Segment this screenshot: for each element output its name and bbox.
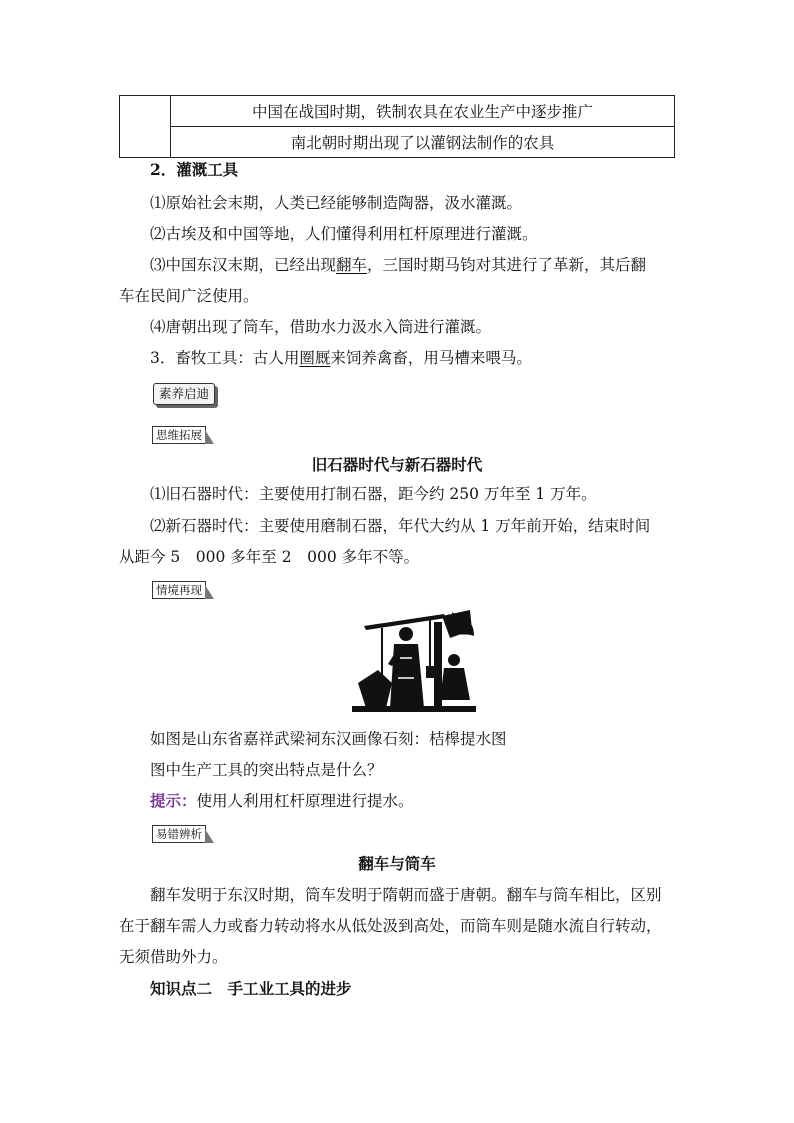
tag-corner-icon [205, 829, 214, 843]
irrigation-item-3-suffix: ，三国时期马钧对其进行了革新，其后翻 [367, 256, 647, 274]
table-row-2: 南北朝时期出现了以灌钢法制作的农具 [171, 127, 675, 158]
irrigation-item-3-line2: 车在民间广泛使用。 [119, 287, 259, 305]
irrigation-item-3-prefix: ⑶中国东汉末期，已经出现 [150, 256, 337, 274]
hint-label: 提示： [150, 791, 197, 810]
scenario-hint [150, 791, 414, 811]
irrigation-item-3 [150, 255, 646, 275]
tag-corner-icon [205, 585, 214, 599]
irrigation-item-3-term: 翻车 [336, 256, 368, 274]
livestock-term: 圈厩 [299, 349, 331, 367]
thinking-line-1: ⑴旧石器时代：主要使用打制石器，距今约 250 万年至 1 万年。 [150, 485, 597, 503]
livestock-suffix: 来饲养禽畜，用马槽来喂马。 [330, 349, 532, 367]
scenario-question: 图中生产工具的突出特点是什么？ [150, 761, 383, 779]
irrigation-item-1: ⑴原始社会末期，人类已经能够制造陶器，汲水灌溉。 [150, 194, 523, 212]
literacy-badge: 素养启迪 [153, 383, 215, 405]
tag-corner-icon [205, 430, 214, 444]
hint-text: 使用人利用杠杆原理进行提水。 [196, 792, 414, 810]
stone-carving-illustration [352, 608, 476, 712]
scenario-caption: 如图是山东省嘉祥武梁祠东汉画像石刻：桔槔提水图 [150, 730, 507, 748]
mistake-tag [152, 825, 206, 843]
mistake-title: 翻车与筒车 [358, 854, 436, 873]
thinking-title: 旧石器时代与新石器时代 [311, 455, 483, 474]
irrigation-item-2: ⑵古埃及和中国等地，人们懂得利用杠杆原理进行灌溉。 [150, 225, 538, 243]
scenario-tag [152, 581, 206, 599]
table-blank-cell [120, 96, 171, 158]
livestock-line [150, 348, 532, 368]
irrigation-item-4: ⑷唐朝出现了筒车，借助水力汲水入筒进行灌溉。 [150, 318, 492, 336]
thinking-tag [152, 426, 206, 444]
thinking-line-2: ⑵新石器时代：主要使用磨制石器，年代大约从 1 万年前开始，结束时间 [150, 517, 651, 535]
thinking-line-3: 从距今 5 000 多年至 2 000 多年不等。 [119, 548, 420, 566]
shaduf-stone-carving-image [352, 608, 476, 712]
thinking-tag-label: 思维拓展 [156, 428, 202, 442]
mistake-line-3: 无须借助外力。 [119, 948, 228, 966]
tools-table [119, 95, 675, 158]
irrigation-heading: 2．灌溉工具 [150, 160, 239, 179]
mistake-line-2: 在于翻车需人力或畜力转动将水从低处汲到高处，而筒车则是随水流自行转动， [119, 917, 662, 935]
mistake-tag-label: 易错辨析 [156, 827, 202, 841]
mistake-line-1: 翻车发明于东汉时期，筒车发明于隋朝而盛于唐朝。翻车与筒车相比，区别 [150, 886, 662, 904]
table-row-1: 中国在战国时期，铁制农具在农业生产中逐步推广 [171, 96, 675, 127]
section-two-heading: 知识点二 手工业工具的进步 [150, 979, 352, 998]
livestock-prefix: 3．畜牧工具：古人用 [150, 349, 300, 367]
scenario-tag-label: 情境再现 [156, 583, 202, 597]
